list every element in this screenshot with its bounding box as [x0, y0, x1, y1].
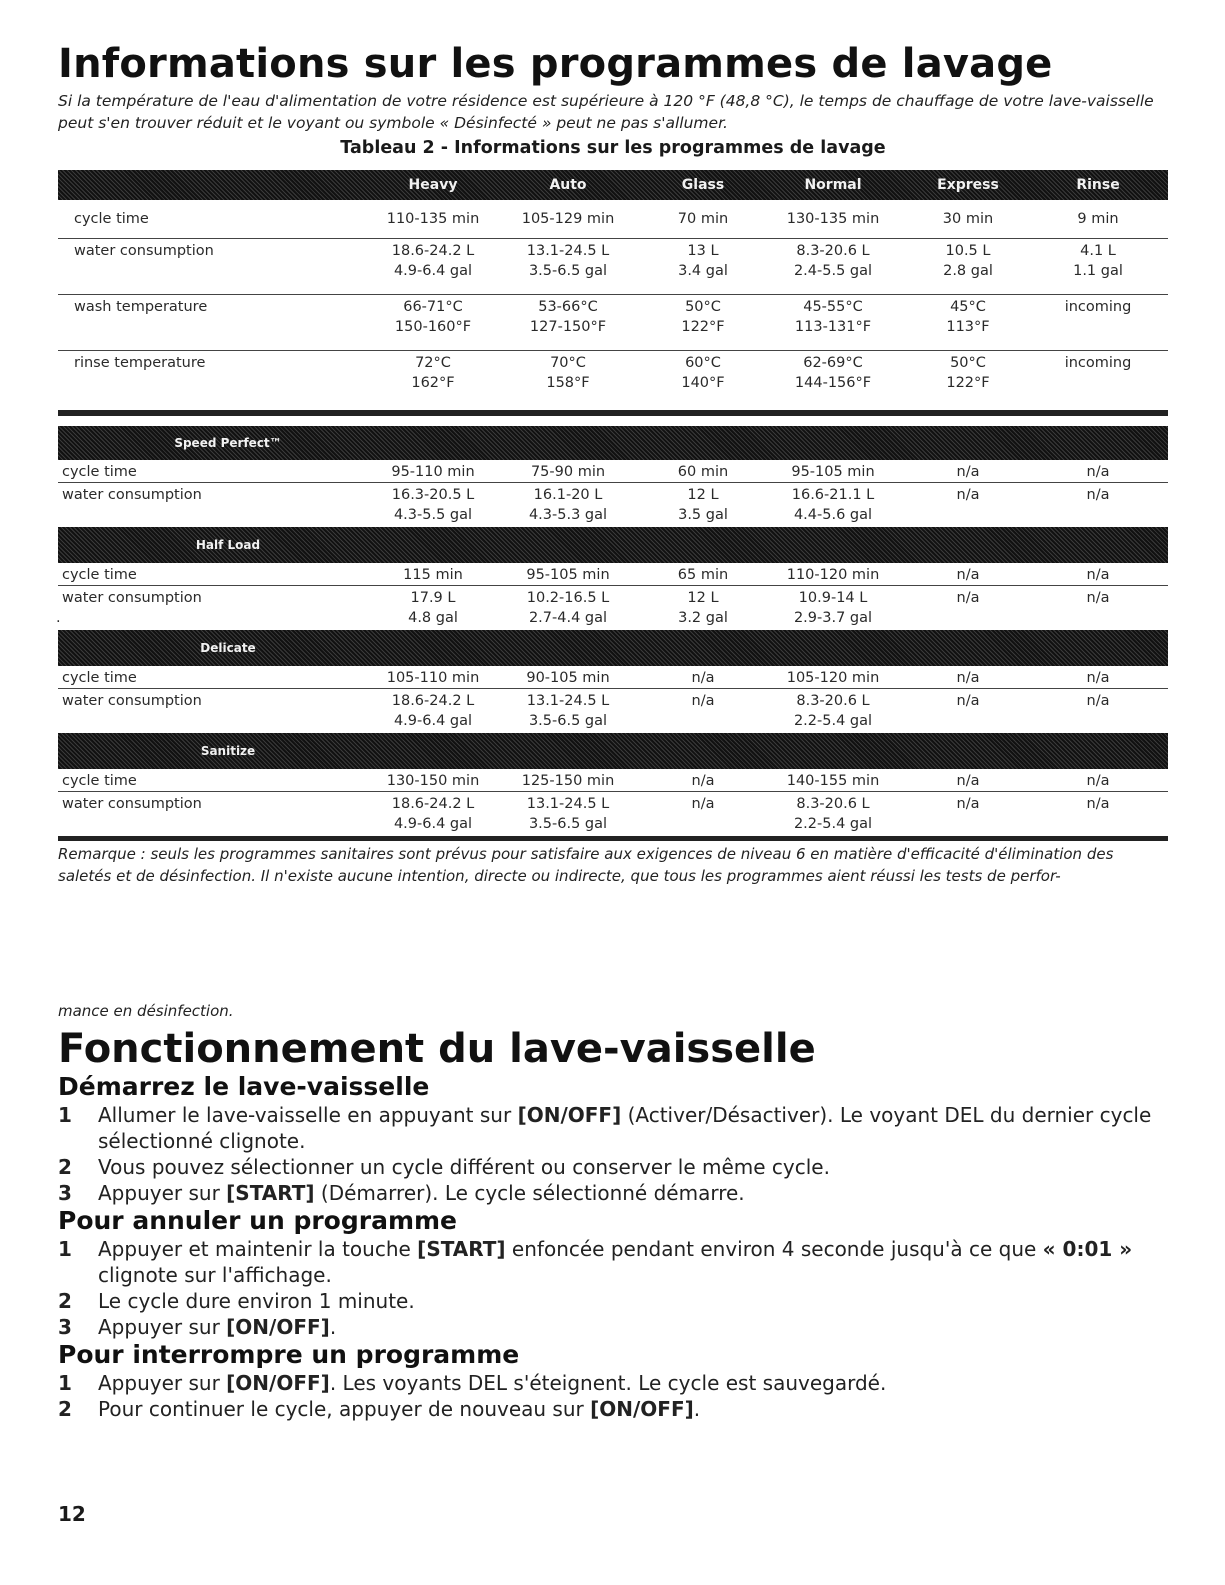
remark-note: Remarque : seuls les programmes sanitaires sont prévus pour satisfaire aux exigences de niveau 6 en matière d'efficacité d'élimination des saletés et de désinfection. Il n'existe aucune intention, directe ou indirecte, que tous les programmes aient réussi les tests de perfor- — [58, 845, 1114, 885]
table-header-bar — [58, 170, 1168, 200]
operation-title: Fonctionnement du lave-vaisselle — [58, 1026, 816, 1072]
table-cell: 60 min — [677, 464, 729, 480]
step-text: Appuyer sur — [98, 1371, 227, 1395]
table-cell: 12 L — [687, 487, 719, 503]
table-cell: 50°C — [685, 299, 721, 315]
table-cell: n/a — [956, 487, 980, 503]
table-cell: 3.5-6.5 gal — [528, 263, 608, 279]
option-label: Delicate — [200, 641, 256, 655]
option-label: Sanitize — [200, 744, 256, 758]
table-cell: 127-150°F — [529, 319, 607, 335]
table-cell: 72°C — [415, 355, 451, 371]
table-cell: 18.6-24.2 L — [391, 796, 475, 812]
table-cell: 62-69°C — [803, 355, 863, 371]
table-cell: 105-110 min — [386, 670, 480, 686]
row-label: water consumption — [74, 243, 214, 259]
table-cell: 60°C — [685, 355, 721, 371]
key-label: [ON/OFF] — [590, 1397, 694, 1421]
table-cell: incoming — [1064, 299, 1132, 315]
column-header-rinse: Rinse — [1076, 177, 1120, 193]
table-cell: 17.9 L — [410, 590, 456, 606]
step-text: . — [693, 1397, 701, 1421]
table-cell: 130-150 min — [386, 773, 480, 789]
table-cell: 13 L — [687, 243, 719, 259]
table-divider — [58, 410, 1168, 416]
table-cell: 65 min — [677, 567, 729, 583]
table-cell: n/a — [691, 670, 715, 686]
table-row — [58, 351, 1168, 406]
option-label: Half Load — [195, 538, 261, 552]
intro-note: Si la température de l'eau d'alimentation de votre résidence est supérieure à 120 °F (48,8 °C), le temps de chauffage de votre lave-vaisselle peut s'en trouver réduit et le voyant ou symbole « Désinfecté » peut ne pas s'allumer. — [58, 92, 1154, 132]
table-cell: 95-110 min — [391, 464, 475, 480]
table-cell: 3.5-6.5 gal — [528, 713, 608, 729]
row-label: wash temperature — [74, 299, 208, 315]
table-cell: 90-105 min — [526, 670, 610, 686]
step-item — [58, 1154, 1168, 1180]
table-cell: 70 min — [677, 211, 729, 227]
key-label: « 0:01 » — [1042, 1237, 1133, 1261]
table-cell: n/a — [956, 590, 980, 606]
step-text: Pour continuer le cycle, appuyer de nouveau sur — [98, 1397, 591, 1421]
table-cell: 13.1-24.5 L — [526, 693, 610, 709]
step-item — [58, 1102, 1168, 1154]
table-cell: 30 min — [942, 211, 994, 227]
step-number: 1 — [58, 1103, 72, 1127]
row-label: rinse temperature — [74, 355, 206, 371]
table-row — [58, 769, 1168, 792]
subsection-heading: Pour interrompre un programme — [58, 1340, 520, 1369]
table-cell: 8.3-20.6 L — [796, 693, 870, 709]
table-cell: 45°C — [950, 299, 986, 315]
table-cell: 150-160°F — [394, 319, 472, 335]
step-item — [58, 1396, 1168, 1422]
key-label: [ON/OFF] — [226, 1371, 330, 1395]
table-cell: 95-105 min — [791, 464, 875, 480]
option-bar — [58, 733, 1168, 769]
table-cell: 95-105 min — [526, 567, 610, 583]
table-cell: 10.9-14 L — [798, 590, 868, 606]
key-label: [START] — [226, 1181, 315, 1205]
subsection-heading: Démarrez le lave-vaisselle — [58, 1072, 430, 1101]
option-bar — [58, 630, 1168, 666]
key-label: [START] — [417, 1237, 506, 1261]
steps-list — [58, 1102, 1168, 1206]
step-number: 2 — [58, 1289, 72, 1313]
table-cell: 122°F — [946, 375, 990, 391]
table-cell: 3.4 gal — [678, 263, 728, 279]
table-cell: 140°F — [681, 375, 725, 391]
row-label: cycle time — [62, 670, 137, 686]
table-cell: 16.1-20 L — [533, 487, 603, 503]
table-cell: 4.9-6.4 gal — [393, 713, 473, 729]
column-header-heavy: Heavy — [408, 177, 458, 193]
table-cell: n/a — [1086, 773, 1110, 789]
table-cell: n/a — [691, 693, 715, 709]
step-item — [58, 1370, 1168, 1396]
step-text: . — [329, 1315, 337, 1339]
row-label: cycle time — [74, 211, 149, 227]
steps-list — [58, 1236, 1168, 1340]
table-cell: 4.3-5.5 gal — [393, 507, 473, 523]
row-label: water consumption — [62, 693, 202, 709]
operation-section — [58, 1000, 1168, 1422]
option-grid — [58, 563, 1168, 630]
option-section — [58, 426, 1168, 527]
table-cell: 113°F — [946, 319, 990, 335]
table-cell: 4.3-5.3 gal — [528, 507, 608, 523]
table-cell: 125-150 min — [521, 773, 615, 789]
table-cell: 10.2-16.5 L — [526, 590, 610, 606]
table-cell: n/a — [1086, 567, 1110, 583]
step-number: 1 — [58, 1237, 72, 1261]
table-row — [58, 295, 1168, 351]
option-grid — [58, 460, 1168, 527]
table-cell: n/a — [1086, 464, 1110, 480]
table-cell: 4.9-6.4 gal — [393, 263, 473, 279]
step-text: enfoncée pendant environ 4 seconde jusqu'à ce que — [505, 1237, 1043, 1261]
table-cell: 4.8 gal — [408, 610, 458, 626]
table-cell: 158°F — [546, 375, 590, 391]
steps-list — [58, 1370, 1168, 1422]
step-text: (Activer/Désactiver). Le voyant DEL du dernier cycle sélectionné clignote. — [98, 1103, 1152, 1153]
table-cell: 2.7-4.4 gal — [528, 610, 608, 626]
main-cycle-grid — [58, 200, 1168, 406]
row-label: cycle time — [62, 464, 137, 480]
table-cell: n/a — [956, 693, 980, 709]
table-cell: 45-55°C — [803, 299, 863, 315]
table-cell: 9 min — [1077, 211, 1119, 227]
step-number: 2 — [58, 1155, 72, 1179]
table-cell: 122°F — [681, 319, 725, 335]
table-cell: 4.4-5.6 gal — [793, 507, 873, 523]
step-text: Appuyer sur — [98, 1181, 227, 1205]
table-cell: n/a — [1086, 796, 1110, 812]
table-cell: n/a — [1086, 670, 1110, 686]
table-cell: 2.8 gal — [943, 263, 993, 279]
row-label: water consumption — [62, 487, 202, 503]
option-label: Speed Perfect™ — [174, 436, 282, 450]
table-cell: n/a — [691, 773, 715, 789]
option-grid — [58, 769, 1168, 836]
table-cell: 105-129 min — [521, 211, 615, 227]
table-cell: 18.6-24.2 L — [391, 243, 475, 259]
step-item — [58, 1314, 1168, 1340]
option-sections — [58, 426, 1168, 836]
step-number: 3 — [58, 1315, 72, 1339]
page-number: 12 — [58, 1502, 86, 1526]
table-row — [58, 666, 1168, 689]
table-cell: 13.1-24.5 L — [526, 243, 610, 259]
page-title: Informations sur les programmes de lavage — [58, 41, 1053, 87]
column-header-express: Express — [937, 177, 999, 193]
step-item — [58, 1236, 1168, 1288]
table-cell: 105-120 min — [786, 670, 880, 686]
table-cell: 144-156°F — [794, 375, 872, 391]
table-cell: n/a — [956, 567, 980, 583]
table-row — [58, 460, 1168, 483]
step-number: 1 — [58, 1371, 72, 1395]
table-cell: 2.4-5.5 gal — [793, 263, 873, 279]
step-text: Vous pouvez sélectionner un cycle différent ou conserver le même cycle. — [98, 1155, 830, 1179]
table-cell: 115 min — [403, 567, 463, 583]
option-bar — [58, 527, 1168, 563]
table-end-rule — [58, 836, 1168, 841]
table-cell: n/a — [956, 796, 980, 812]
step-number: 2 — [58, 1397, 72, 1421]
table-cell: 1.1 gal — [1073, 263, 1123, 279]
row-label: water consumption — [62, 590, 202, 606]
table-cell: 110-135 min — [386, 211, 480, 227]
step-text: . Les voyants DEL s'éteignent. Le cycle est sauvegardé. — [329, 1371, 887, 1395]
option-bar — [58, 426, 1168, 460]
table-cell: 110-120 min — [786, 567, 880, 583]
row-label: water consumption — [62, 796, 202, 812]
table-cell: 3.5 gal — [678, 507, 728, 523]
row-marker: . — [56, 610, 61, 626]
option-section — [58, 527, 1168, 630]
table-cell: 8.3-20.6 L — [796, 243, 870, 259]
column-header-auto: Auto — [549, 177, 587, 193]
step-item — [58, 1180, 1168, 1206]
page — [58, 40, 1168, 887]
remark-continuation: mance en désinfection. — [58, 1002, 234, 1020]
step-text: clignote sur l'affichage. — [98, 1263, 332, 1287]
table-cell: n/a — [956, 773, 980, 789]
table-cell: 162°F — [411, 375, 455, 391]
table-cell: 113-131°F — [794, 319, 872, 335]
table-title: Tableau 2 - Informations sur les programmes de lavage — [340, 138, 886, 158]
table-cell: 10.5 L — [945, 243, 991, 259]
table-row — [58, 792, 1168, 836]
step-item — [58, 1288, 1168, 1314]
option-section — [58, 733, 1168, 836]
table-cell: 13.1-24.5 L — [526, 796, 610, 812]
table-cell: 16.3-20.5 L — [391, 487, 475, 503]
column-header-normal: Normal — [804, 177, 862, 193]
row-label: cycle time — [62, 567, 137, 583]
table-cell: 140-155 min — [786, 773, 880, 789]
table-cell: n/a — [1086, 693, 1110, 709]
table-row — [58, 483, 1168, 527]
table-cell: 53-66°C — [538, 299, 598, 315]
table-cell: 4.9-6.4 gal — [393, 816, 473, 832]
table-cell: 2.9-3.7 gal — [793, 610, 873, 626]
table-cell: n/a — [956, 670, 980, 686]
table-cell: 75-90 min — [530, 464, 606, 480]
key-label: [ON/OFF] — [226, 1315, 330, 1339]
column-header-glass: Glass — [681, 177, 725, 193]
table-row — [58, 239, 1168, 295]
table-row — [58, 689, 1168, 733]
table-cell: 18.6-24.2 L — [391, 693, 475, 709]
table-cell: 70°C — [550, 355, 586, 371]
row-label: cycle time — [62, 773, 137, 789]
table-cell: 16.6-21.1 L — [791, 487, 875, 503]
table-cell: n/a — [691, 796, 715, 812]
table-cell: n/a — [956, 464, 980, 480]
key-label: [ON/OFF] — [517, 1103, 622, 1127]
table-row — [58, 586, 1168, 630]
table-cell: 2.2-5.4 gal — [793, 713, 873, 729]
table-cell: 3.5-6.5 gal — [528, 816, 608, 832]
step-text: Le cycle dure environ 1 minute. — [98, 1289, 415, 1313]
step-text: Allumer le lave-vaisselle en appuyant sur — [98, 1103, 518, 1127]
option-grid — [58, 666, 1168, 733]
cycle-table — [58, 170, 1168, 841]
table-cell: incoming — [1064, 355, 1132, 371]
step-number: 3 — [58, 1181, 72, 1205]
subsection-heading: Pour annuler un programme — [58, 1206, 457, 1235]
table-cell: 2.2-5.4 gal — [793, 816, 873, 832]
table-cell: 4.1 L — [1080, 243, 1116, 259]
table-cell: 12 L — [687, 590, 719, 606]
table-cell: 3.2 gal — [678, 610, 728, 626]
step-text: Appuyer et maintenir la touche — [98, 1237, 418, 1261]
table-cell: n/a — [1086, 487, 1110, 503]
table-row — [58, 563, 1168, 586]
option-section — [58, 630, 1168, 733]
operation-subsections — [58, 1072, 1168, 1422]
table-cell: 50°C — [950, 355, 986, 371]
table-cell: 130-135 min — [786, 211, 880, 227]
table-cell: n/a — [1086, 590, 1110, 606]
table-row — [58, 200, 1168, 239]
step-text: (Démarrer). Le cycle sélectionné démarre. — [314, 1181, 745, 1205]
table-cell: 66-71°C — [403, 299, 463, 315]
step-text: Appuyer sur — [98, 1315, 227, 1339]
table-cell: 8.3-20.6 L — [796, 796, 870, 812]
